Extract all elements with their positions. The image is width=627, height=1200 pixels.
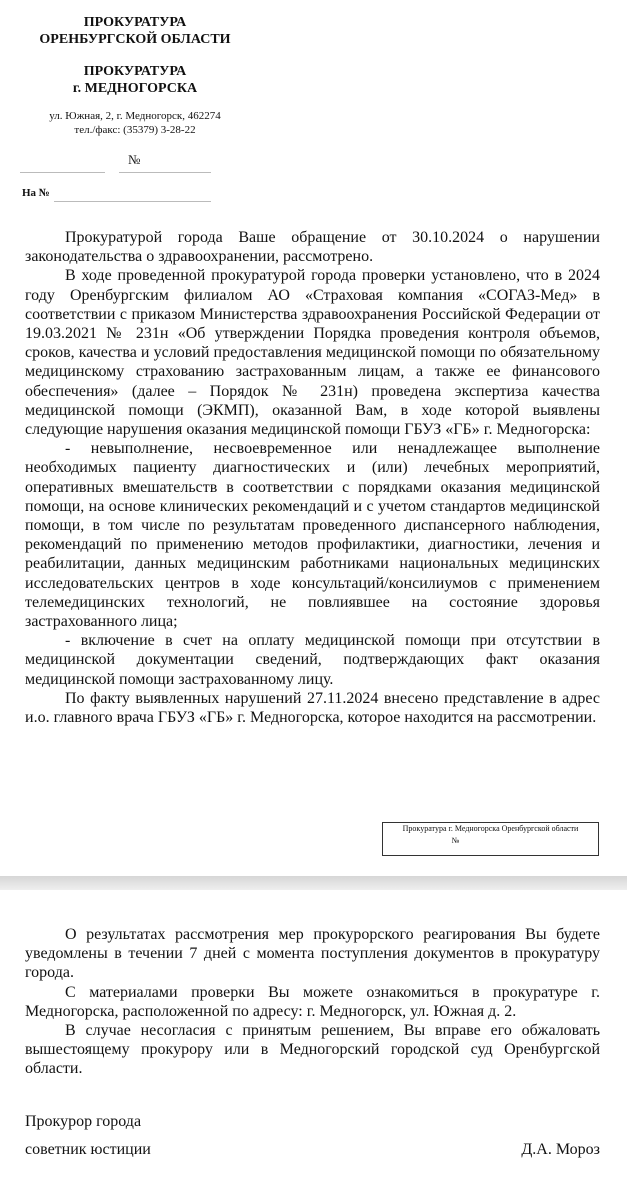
page-break [0, 876, 627, 890]
signatory-title: Прокурор города [25, 1113, 142, 1130]
paragraph: О результатах рассмотрения мер прокурорского реагирования Вы будете уведомлены в течении 7 дней с момента поступления документов в прокуратуру города. [25, 926, 600, 982]
paragraph: Прокуратурой города Ваше обращение от 30.10.2024 о нарушении законодательства о здравоохранении, рассмотрено. [25, 229, 600, 266]
letter-body [25, 228, 600, 727]
org-local [20, 63, 250, 97]
org-parent [20, 14, 250, 48]
stamp-number: № [451, 836, 460, 845]
org-local-line1: ПРОКУРАТУРА [83, 64, 187, 79]
paragraph: - включение в счет на оплату медицинской помощи при отсутствии в медицинской документации сведений, подтверждающих факт оказания медицинской помощи застрахованному лицу. [25, 632, 600, 688]
org-parent-line2: ОРЕНБУРГСКОЙ ОБЛАСТИ [39, 32, 231, 47]
org-address: ул. Южная, 2, г. Медногорск, 462274 [49, 110, 221, 122]
letter-body-page2 [25, 925, 600, 1079]
org-parent-line1: ПРОКУРАТУРА [83, 15, 187, 30]
reply-number-line [54, 201, 211, 202]
outgoing-date-line [20, 172, 105, 173]
org-contacts [20, 109, 250, 137]
paragraph: По факту выявленных нарушений 27.11.2024 внесено представление в адрес и.о. главного врача ГБУЗ «ГБ» г. Медногорска, которое находится на рассмотрении. [25, 689, 600, 727]
registration-stamp [382, 822, 599, 856]
org-phone: тел./факс: (35379) 3-28-22 [74, 124, 196, 136]
outgoing-number-line [119, 172, 211, 173]
outgoing-number-label: № [128, 152, 141, 167]
paragraph: - невыполнение, несвоевременное или ненадлежащее выполнение необходимых пациенту диагностических и (или) лечебных мероприятий, оперативных вмешательств в соответствии с порядками оказания медицинской помощи, на основе клинических рекомендаций и с учетом стандартов медицинской помощи, в том числе по результатам проведенного диспансерного наблюдения, рекомендаций по применению методов профилактики, диагностики, лечения и реабилитации, данных медицинским работниками национальных медицинских исследовательских центров в ходе консультаций/консилиумов с применением телемедицинских технологий, не повлиявшее на состояние здоровья застрахованного лица; [25, 440, 600, 631]
stamp-org: Прокуратура г. Медногорска Оренбургской области [402, 824, 579, 833]
paragraph: В случае несогласия с принятым решением, Вы вправе его обжаловать вышестоящему прокурору или в Медногорский городской суд Оренбургской области. [25, 1022, 600, 1078]
signatory-name: Д.А. Мороз [521, 1141, 600, 1158]
signatory-rank: советник юстиции [25, 1141, 151, 1158]
reply-number-label: На № [22, 187, 50, 199]
paragraph: С материалами проверки Вы можете ознакомиться в прокуратуре г. Медногорска, расположенной по адресу: г. Медногорск, ул. Южная д. 2. [25, 983, 600, 1020]
org-local-line2: г. МЕДНОГОРСКА [72, 81, 198, 96]
paragraph: В ходе проведенной прокуратурой города проверки установлено, что в 2024 году Оренбургским филиалом АО «Страховая компания «СОГАЗ-Мед» в соответствии с приказом Министерства здравоохранения Российской Федерации от 19.03.2021 № 231н «Об утверждении Порядка проведения контроля объемов, сроков, качества и условий предоставления медицинской помощи по обязательному медицинскому страхованию застрахованным лицам, а также ее финансового обеспечения» (далее – Порядок № 231н) проведена экспертиза качества медицинской помощи (ЭКМП), оказанной Вам, в ходе которой выявлены следующие нарушения оказания медицинской помощи ГБУЗ «ГБ» г. Медногорска: [25, 267, 600, 439]
